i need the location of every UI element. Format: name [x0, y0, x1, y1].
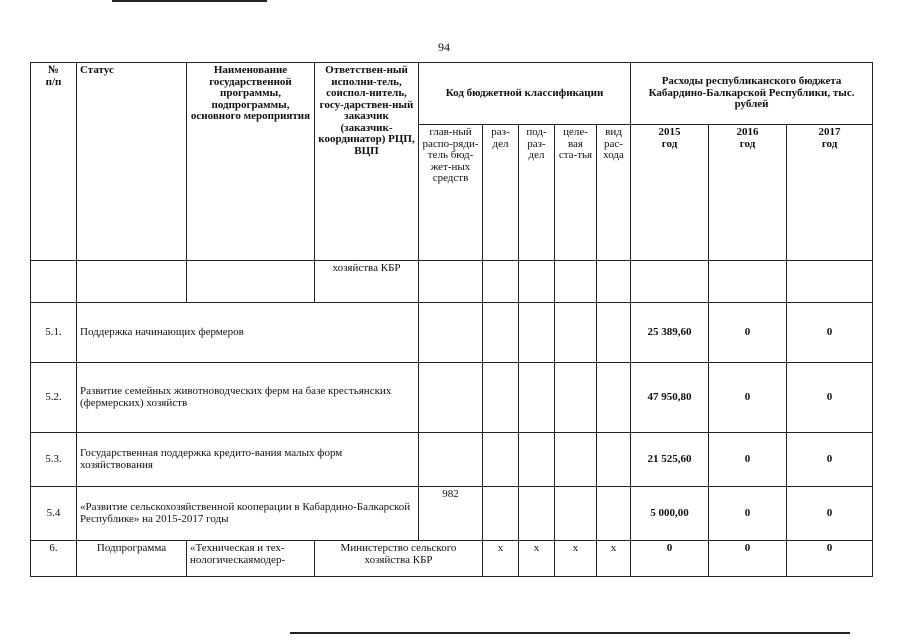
row-2016: 0: [709, 433, 787, 487]
row-2016: 0: [709, 487, 787, 541]
row-2017: 0: [787, 303, 873, 363]
row-2015: 25 389,60: [631, 303, 709, 363]
row-2015: 5 000,00: [631, 487, 709, 541]
header-year-2017: 2017 год: [787, 125, 873, 261]
row-grbs: [419, 363, 483, 433]
row-vr: [597, 303, 631, 363]
budget-table: [30, 62, 873, 577]
header-code-grbs: глав-ный распо-ряди-тель бюд-жет-ных средств: [419, 125, 483, 261]
row-pr: х: [519, 541, 555, 577]
carry-cell: [483, 261, 519, 303]
row-vr: х: [597, 541, 631, 577]
row-2015: 0: [631, 541, 709, 577]
carry-cell: [709, 261, 787, 303]
scan-mark-top: [112, 0, 267, 2]
row-name: Развитие семейных животноводческих ферм на базе крестьянских (фермерских) хозяйств: [77, 363, 419, 433]
table-row: [31, 541, 873, 577]
header-row-1: [31, 63, 873, 125]
carry-cell: [31, 261, 77, 303]
scan-mark-bottom: [290, 632, 850, 634]
carry-cell: [631, 261, 709, 303]
carry-row: [31, 261, 873, 303]
table-row: [31, 487, 873, 541]
row-csr: [555, 363, 597, 433]
row-name: Поддержка начинающих фермеров: [77, 303, 419, 363]
page-number: 94: [438, 40, 450, 54]
row-pr: [519, 487, 555, 541]
table-row: [31, 303, 873, 363]
row-grbs: 982: [419, 487, 483, 541]
header-code-group: Код бюджетной классификации: [419, 63, 631, 125]
carry-cell: [787, 261, 873, 303]
table-row: [31, 363, 873, 433]
carry-cell: [519, 261, 555, 303]
row-2016: 0: [709, 363, 787, 433]
carry-cell: [555, 261, 597, 303]
row-num: 5.1.: [31, 303, 77, 363]
row-vr: [597, 487, 631, 541]
row-rz: х: [483, 541, 519, 577]
header-code-pr: под-раз-дел: [519, 125, 555, 261]
row-pr: [519, 303, 555, 363]
carry-executor: хозяйства КБР: [315, 261, 419, 303]
carry-cell: [187, 261, 315, 303]
row-csr: [555, 433, 597, 487]
row-csr: [555, 303, 597, 363]
row-2017: 0: [787, 363, 873, 433]
row-2016: 0: [709, 303, 787, 363]
header-status: Статус: [77, 63, 187, 261]
row-rz: [483, 363, 519, 433]
table-row: [31, 433, 873, 487]
row-grbs: [419, 303, 483, 363]
row-num: 6.: [31, 541, 77, 577]
row-name: «Техническая и тех-нологическаямодер-: [187, 541, 315, 577]
row-2015: 47 950,80: [631, 363, 709, 433]
row-pr: [519, 433, 555, 487]
header-code-vr: вид рас-хода: [597, 125, 631, 261]
row-2017: 0: [787, 433, 873, 487]
row-vr: [597, 433, 631, 487]
row-pr: [519, 363, 555, 433]
row-name: «Развитие сельскохозяйственной кооперации в Кабардино-Балкарской Республике» на 2015-2017 годы: [77, 487, 419, 541]
row-name: Государственная поддержка кредито-вания малых форм хозяйствования: [77, 433, 419, 487]
row-status: Подпрограмма: [77, 541, 187, 577]
carry-cell: [77, 261, 187, 303]
header-expense-group: Расходы республиканского бюджета Кабардино-Балкарской Республики, тыс. рублей: [631, 63, 873, 125]
header-num: № п/п: [31, 63, 77, 261]
row-num: 5.3.: [31, 433, 77, 487]
row-num: 5.2.: [31, 363, 77, 433]
header-year-2015: 2015 год: [631, 125, 709, 261]
header-year-2016: 2016 год: [709, 125, 787, 261]
row-csr: [555, 487, 597, 541]
row-2016: 0: [709, 541, 787, 577]
row-executor: Министерство сельского хозяйства КБР: [315, 541, 483, 577]
header-code-rz: раз-дел: [483, 125, 519, 261]
row-2017: 0: [787, 487, 873, 541]
row-vr: [597, 363, 631, 433]
header-executor: Ответствен-ный исполни-тель, соиспол-нитель, госу-дарствен-ный заказчик (заказчик-координатор) РЦП, ВЦП: [315, 63, 419, 261]
carry-cell: [419, 261, 483, 303]
row-csr: х: [555, 541, 597, 577]
carry-cell: [597, 261, 631, 303]
row-num: 5.4: [31, 487, 77, 541]
header-code-csr: целе-вая ста-тья: [555, 125, 597, 261]
row-grbs: [419, 433, 483, 487]
row-rz: [483, 433, 519, 487]
header-name: Наименование государственной программы, подпрограммы, основного мероприятия: [187, 63, 315, 261]
row-2017: 0: [787, 541, 873, 577]
row-rz: [483, 303, 519, 363]
row-2015: 21 525,60: [631, 433, 709, 487]
row-rz: [483, 487, 519, 541]
